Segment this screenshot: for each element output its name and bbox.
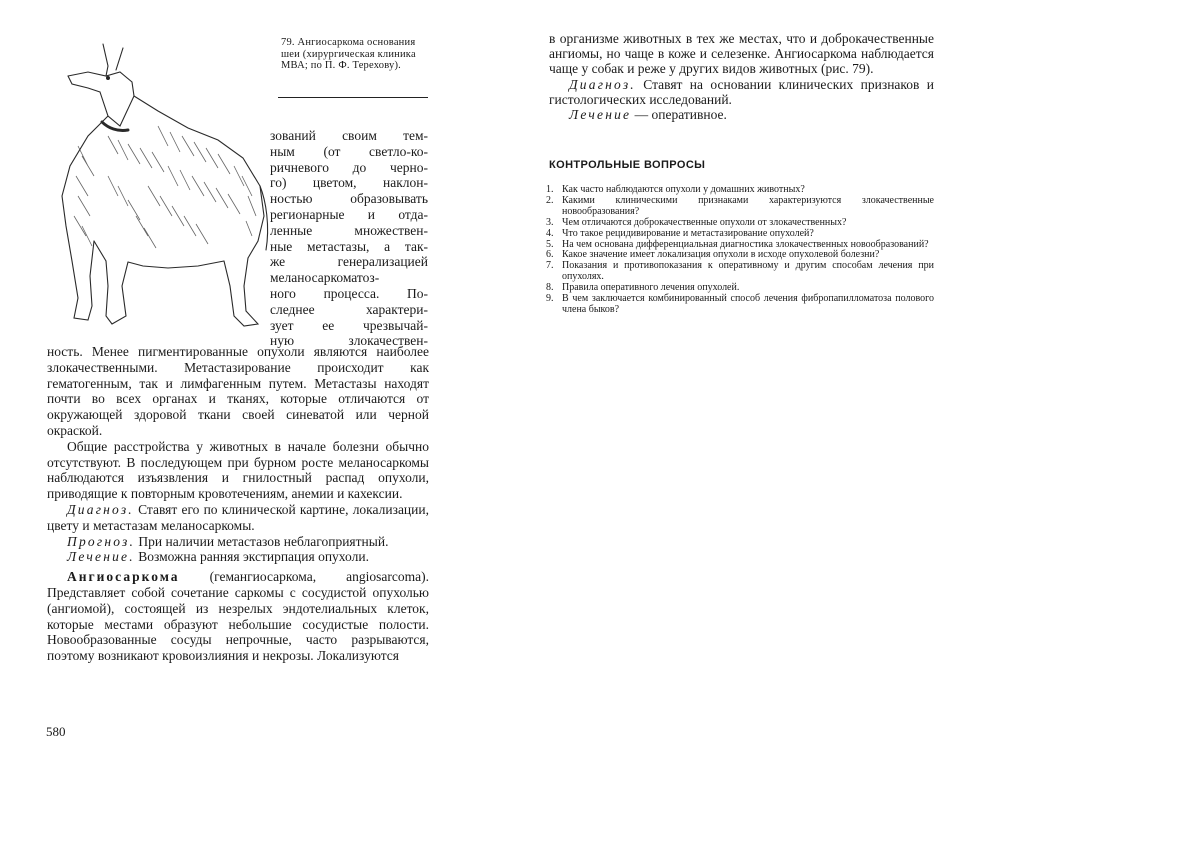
wrap-line: следнее характери- — [270, 301, 428, 317]
label-diagnosis: Диагноз. — [569, 76, 636, 92]
dog-drawing — [48, 36, 270, 332]
item-text: В чем заключается комбинированный способ лечения фибропапилломатоза полового члена быков? — [562, 293, 934, 315]
list-item — [546, 294, 934, 316]
label-prognosis: Прогноз. — [67, 533, 136, 549]
wrap-line: регионарные и отда- — [270, 206, 428, 222]
text-diagnosis: Ставят на основании клинических признаков и гистологических исследований. — [549, 76, 934, 107]
left-body-text — [47, 344, 429, 664]
item-number: 2. — [546, 194, 554, 206]
wrap-line: ные метастазы, а так- — [270, 238, 428, 254]
label-treatment: Лечение — [569, 107, 632, 123]
figure-caption: 79. Ангиосаркома основания шеи (хирургическая клиника МВА; по П. Ф. Терехову). — [281, 37, 416, 71]
term-angiosarcoma: Ангиосаркома — [67, 569, 180, 585]
item-number: 3. — [546, 216, 554, 228]
item-text: Чем отличаются доброкачественные опухоли от злокачественных? — [562, 216, 847, 228]
paragraph-prognosis — [47, 534, 429, 550]
paragraph-treatment — [47, 549, 429, 565]
wrap-line: зований своим тем- — [270, 128, 428, 143]
text-prognosis: При наличии метастазов неблагоприятный. — [135, 533, 389, 549]
wrap-line: ричневого до черно- — [270, 159, 428, 175]
paragraph: ность. Менее пигментированные опухоли являются наиболее злокачественными. Метастазирование происходит как гематогенным, так и лимфагенным путем. Метастазы находят почти во всех органах и тканях, которые отличаются от окружающей здоровой ткани своей синеватой или черной окраской. — [47, 344, 429, 438]
item-number: 6. — [546, 249, 554, 261]
item-text: Показания и противопоказания к оперативному и другим способам лечения при опухолях. — [562, 260, 934, 283]
wrap-line: зует ее чрезвычай- — [270, 317, 428, 333]
text-angiosarcoma: (гемангиосаркома, angiosarcoma). Представляет собой сочетание саркомы с сосудистой опухолью (ангиомой), состоящей из незрелых эндотелиальных клеток, которые местами образуют небольшие сосудистые полости. Новообразованные сосуды непрочные, часто разрываются, поэтому возникают кровоизлияния и некрозы. Локализуются — [47, 569, 429, 664]
page-number: 580 — [46, 724, 66, 739]
paragraph-treatment — [549, 107, 934, 122]
item-number: 8. — [546, 282, 554, 294]
item-text: Какими клиническими признаками характеризуются злокачественные новообразования? — [562, 194, 934, 217]
wrap-line: ную злокачествен- — [270, 333, 428, 349]
item-number: 4. — [546, 227, 554, 239]
item-number: 9. — [546, 293, 554, 305]
section-title: КОНТРОЛЬНЫЕ ВОПРОСЫ — [549, 159, 706, 171]
item-text: Как часто наблюдаются опухоли у домашних животных? — [562, 184, 805, 195]
wrap-line: ным (от светло-ко- — [270, 143, 428, 159]
questions-list — [546, 185, 934, 316]
caption-divider — [278, 97, 428, 98]
item-text: Что такое рецидивирование и метастазирование опухолей? — [562, 227, 814, 239]
item-number: 7. — [546, 260, 554, 272]
wrap-line: ленные множествен- — [270, 222, 428, 238]
list-item — [546, 261, 934, 283]
paragraph-diagnosis — [47, 502, 429, 534]
wrap-line: ного процесса. По- — [270, 285, 428, 301]
paragraph-angiosarcoma — [47, 569, 429, 664]
wrap-line: же генерализацией — [270, 254, 428, 270]
wrap-line: го) цветом, наклон- — [270, 175, 428, 191]
paragraph: в организме животных в тех же местах, что и доброкачественные ангиомы, но чаще в коже и селезенке. Ангиосаркома наблюдается чаще у собак и реже у других видов животных (рис. 79). — [549, 31, 934, 77]
right-body-text — [549, 31, 934, 122]
list-item — [546, 196, 934, 218]
wrap-line: ностью образовывать — [270, 191, 428, 207]
item-text: Правила оперативного лечения опухолей. — [562, 282, 740, 294]
item-number: 1. — [546, 184, 554, 195]
item-text: На чем основана дифференциальная диагностика злокачественных новообразований? — [562, 238, 929, 250]
paragraph: Общие расстройства у животных в начале болезни обычно отсутствуют. В последующем при бурном росте меланосаркомы наблюдаются изъязвления и гнилостный распад опухоли, приводящие к повторным кровотечениям, анемии и кахексии. — [47, 438, 429, 502]
item-number: 5. — [546, 238, 554, 250]
label-treatment: Лечение. — [67, 549, 135, 565]
text-diagnosis: Ставят его по клинической картине, локализации, цвету и метастазам меланосаркомы. — [47, 501, 429, 533]
dog-eye — [106, 76, 110, 80]
text-treatment: Возможна ранняя экстирпация опухоли. — [134, 549, 369, 565]
figure-dog-illustration — [48, 36, 270, 332]
label-diagnosis: Диагноз. — [67, 501, 134, 517]
item-text: Какое значение имеет локализация опухоли в исходе опухолевой болезни? — [562, 249, 880, 261]
wrap-line: меланосаркоматоз- — [270, 270, 380, 286]
paragraph-diagnosis — [549, 77, 934, 107]
text-treatment: — оперативное. — [631, 107, 727, 123]
wrap-text-column — [270, 128, 428, 349]
